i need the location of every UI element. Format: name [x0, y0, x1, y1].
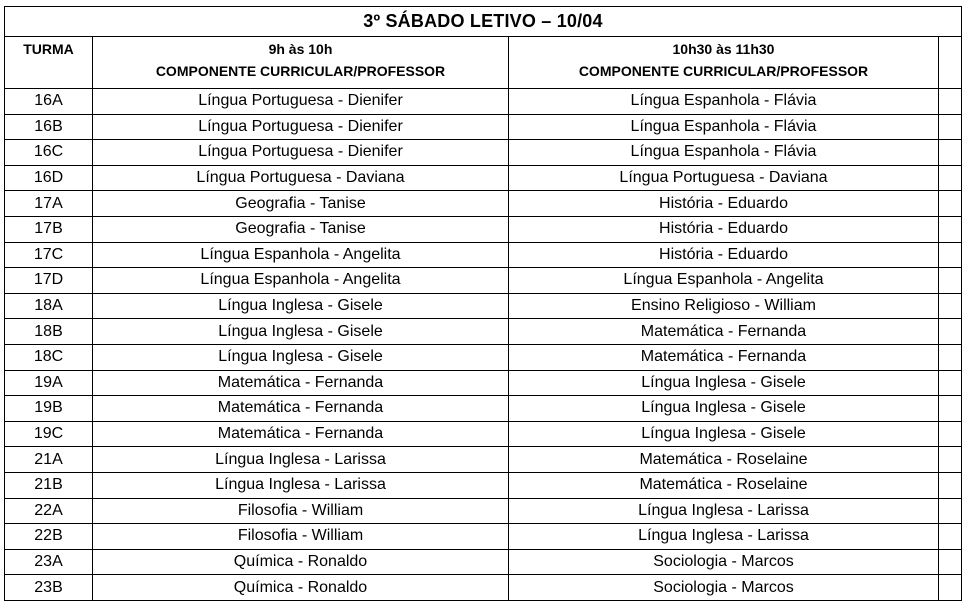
cell-extra [939, 293, 962, 319]
cell-slot1: Língua Portuguesa - Dienifer [93, 114, 509, 140]
cell-slot2: Língua Espanhola - Flávia [509, 140, 939, 166]
cell-slot1: Geografia - Tanise [93, 216, 509, 242]
cell-slot1: Filosofia - William [93, 524, 509, 550]
cell-slot2: Ensino Religioso - William [509, 293, 939, 319]
cell-turma: 19C [5, 421, 93, 447]
cell-slot2: Língua Inglesa - Larissa [509, 524, 939, 550]
table-row [5, 165, 962, 191]
cell-extra [939, 524, 962, 550]
table-row [5, 242, 962, 268]
cell-extra [939, 549, 962, 575]
cell-slot1: Língua Portuguesa - Dienifer [93, 89, 509, 115]
table-title: 3º SÁBADO LETIVO – 10/04 [5, 7, 962, 37]
table-row [5, 216, 962, 242]
table-row [5, 319, 962, 345]
cell-turma: 23B [5, 575, 93, 601]
cell-turma: 16D [5, 165, 93, 191]
cell-extra [939, 575, 962, 601]
cell-slot1: Língua Portuguesa - Daviana [93, 165, 509, 191]
cell-slot2: Língua Inglesa - Gisele [509, 370, 939, 396]
cell-extra [939, 216, 962, 242]
cell-slot2: Língua Espanhola - Flávia [509, 114, 939, 140]
cell-turma: 18C [5, 344, 93, 370]
cell-turma: 16B [5, 114, 93, 140]
header-slot2 [509, 37, 939, 89]
table-row [5, 191, 962, 217]
cell-slot1: Matemática - Fernanda [93, 421, 509, 447]
cell-slot2: Língua Inglesa - Gisele [509, 396, 939, 422]
cell-slot1: Língua Inglesa - Gisele [93, 319, 509, 345]
header-slot1-time: 9h às 10h [268, 41, 333, 57]
cell-slot1: Matemática - Fernanda [93, 370, 509, 396]
table-row [5, 370, 962, 396]
table-row [5, 524, 962, 550]
cell-turma: 21A [5, 447, 93, 473]
cell-turma: 19A [5, 370, 93, 396]
cell-extra [939, 472, 962, 498]
cell-extra [939, 370, 962, 396]
title-row [5, 7, 962, 37]
table-row [5, 472, 962, 498]
table-row [5, 114, 962, 140]
cell-turma: 21B [5, 472, 93, 498]
cell-extra [939, 140, 962, 166]
cell-slot1: Língua Inglesa - Larissa [93, 472, 509, 498]
cell-turma: 17C [5, 242, 93, 268]
cell-extra [939, 421, 962, 447]
cell-slot2: Matemática - Fernanda [509, 344, 939, 370]
cell-extra [939, 447, 962, 473]
cell-slot2: Língua Espanhola - Angelita [509, 268, 939, 294]
header-slot1-label: COMPONENTE CURRICULAR/PROFESSOR [155, 63, 446, 79]
cell-turma: 19B [5, 396, 93, 422]
table-row [5, 344, 962, 370]
cell-slot2: Sociologia - Marcos [509, 549, 939, 575]
cell-extra [939, 191, 962, 217]
cell-turma: 17A [5, 191, 93, 217]
cell-slot2: Língua Inglesa - Gisele [509, 421, 939, 447]
cell-extra [939, 114, 962, 140]
cell-slot1: Língua Portuguesa - Dienifer [93, 140, 509, 166]
table-row [5, 575, 962, 601]
cell-slot2: Matemática - Fernanda [509, 319, 939, 345]
header-slot1 [93, 37, 509, 89]
header-slot2-label: COMPONENTE CURRICULAR/PROFESSOR [578, 63, 869, 79]
cell-turma: 22A [5, 498, 93, 524]
cell-slot1: Matemática - Fernanda [93, 396, 509, 422]
cell-turma: 22B [5, 524, 93, 550]
cell-slot2: História - Eduardo [509, 216, 939, 242]
table-row [5, 447, 962, 473]
schedule-table [4, 6, 962, 601]
cell-slot1: Língua Espanhola - Angelita [93, 268, 509, 294]
cell-slot1: Geografia - Tanise [93, 191, 509, 217]
table-row [5, 89, 962, 115]
cell-extra [939, 344, 962, 370]
cell-slot1: Língua Espanhola - Angelita [93, 242, 509, 268]
table-row [5, 140, 962, 166]
cell-slot1: Língua Inglesa - Gisele [93, 293, 509, 319]
table-row [5, 549, 962, 575]
cell-turma: 18A [5, 293, 93, 319]
cell-slot1: Língua Inglesa - Gisele [93, 344, 509, 370]
cell-slot2: Matemática - Roselaine [509, 447, 939, 473]
cell-slot2: Língua Portuguesa - Daviana [509, 165, 939, 191]
cell-extra [939, 89, 962, 115]
cell-slot1: Língua Inglesa - Larissa [93, 447, 509, 473]
header-extra-cell [939, 37, 962, 89]
cell-extra [939, 242, 962, 268]
header-turma-label: TURMA [23, 41, 74, 57]
cell-slot2: Sociologia - Marcos [509, 575, 939, 601]
cell-extra [939, 319, 962, 345]
header-row [5, 37, 962, 89]
cell-slot1: Química - Ronaldo [93, 549, 509, 575]
cell-extra [939, 498, 962, 524]
cell-turma: 16A [5, 89, 93, 115]
cell-slot2: História - Eduardo [509, 242, 939, 268]
cell-extra [939, 396, 962, 422]
table-row [5, 268, 962, 294]
table-row [5, 421, 962, 447]
cell-turma: 17B [5, 216, 93, 242]
cell-slot2: Matemática - Roselaine [509, 472, 939, 498]
cell-turma: 16C [5, 140, 93, 166]
table-row [5, 396, 962, 422]
cell-slot1: Química - Ronaldo [93, 575, 509, 601]
table-row [5, 293, 962, 319]
cell-extra [939, 165, 962, 191]
cell-extra [939, 268, 962, 294]
cell-slot2: Língua Espanhola - Flávia [509, 89, 939, 115]
cell-turma: 23A [5, 549, 93, 575]
header-slot2-time: 10h30 às 11h30 [672, 41, 775, 57]
table-row [5, 498, 962, 524]
cell-slot2: Língua Inglesa - Larissa [509, 498, 939, 524]
header-turma [5, 37, 93, 89]
cell-slot1: Filosofia - William [93, 498, 509, 524]
cell-slot2: História - Eduardo [509, 191, 939, 217]
cell-turma: 18B [5, 319, 93, 345]
cell-turma: 17D [5, 268, 93, 294]
